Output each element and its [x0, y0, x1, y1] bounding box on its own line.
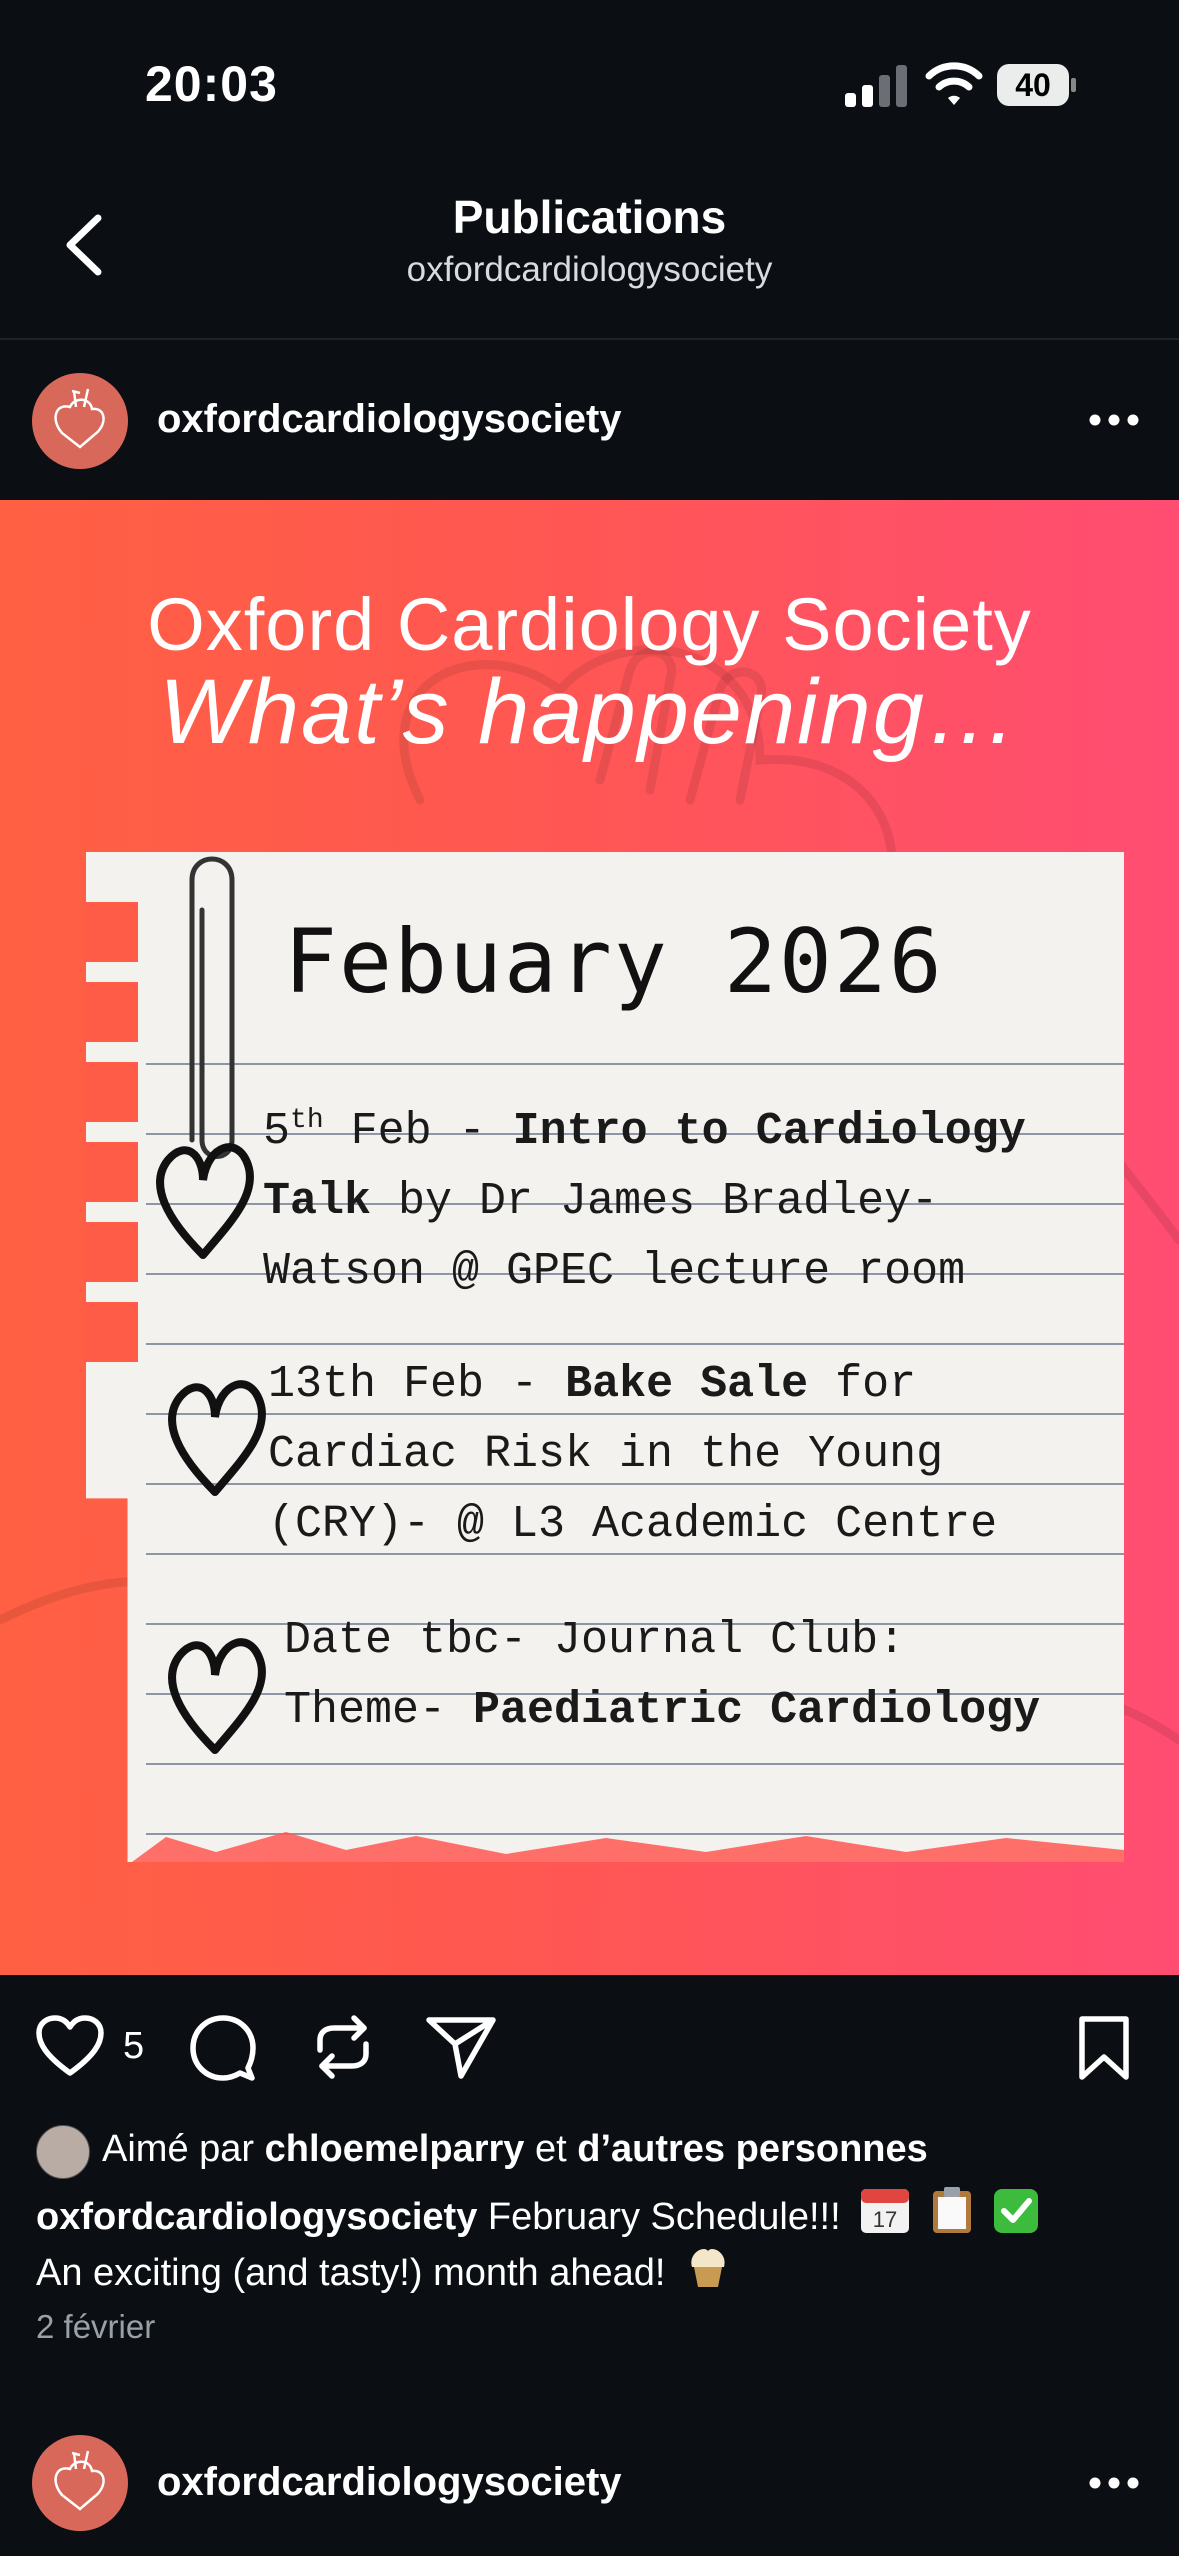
- liked-by-text[interactable]: Aimé par chloemelparry et d’autres personnes: [102, 2128, 928, 2170]
- send-icon[interactable]: [425, 2012, 497, 2082]
- repost-icon[interactable]: [308, 2012, 378, 2082]
- next-post-username[interactable]: oxfordcardiologysociety: [157, 2460, 622, 2504]
- battery-icon: [997, 64, 1077, 108]
- header-divider: [0, 338, 1179, 340]
- liker-avatar[interactable]: [36, 2125, 90, 2179]
- page-subtitle: oxfordcardiologysociety: [406, 250, 773, 289]
- post-image[interactable]: [0, 500, 1179, 1975]
- binder-punch-hole: [86, 902, 138, 962]
- page-title: Publications: [452, 191, 727, 243]
- cupcake-emoji-icon: [684, 2241, 732, 2291]
- avatar[interactable]: [32, 373, 128, 469]
- poster-title: Oxford Cardiology Society: [147, 583, 1032, 666]
- clipboard-emoji-icon: [930, 2185, 974, 2235]
- month-heading: Febuary 2026: [284, 910, 944, 1013]
- binder-punch-hole: [86, 1302, 138, 1362]
- caption-username[interactable]: oxfordcardiologysociety: [36, 2196, 478, 2238]
- heart-icon[interactable]: [35, 2015, 105, 2077]
- heart-bullet-icon: [160, 1362, 270, 1502]
- wifi-icon: [925, 60, 983, 108]
- anatomical-heart-icon: [32, 373, 128, 469]
- event-intro-talk: 5th Feb - Intro to Cardiology Talk by Dr James Bradley- Watson @ GPEC lecture room: [263, 1105, 1026, 1297]
- bookmark-icon[interactable]: [1078, 2015, 1130, 2081]
- binder-punch-hole: [86, 982, 138, 1042]
- poster-subtitle: What’s happening…: [159, 661, 1020, 763]
- post-date: 2 février: [36, 2308, 156, 2345]
- binder-punch-hole: [86, 1062, 138, 1122]
- like-count[interactable]: 5: [123, 2025, 145, 2067]
- calendar-emoji-icon: [859, 2185, 911, 2235]
- binder-punch-hole: [86, 1142, 138, 1202]
- post-caption-line-2: An exciting (and tasty!) month ahead!: [36, 2241, 732, 2295]
- heart-bullet-icon: [148, 1125, 258, 1265]
- avatar[interactable]: [32, 2435, 128, 2531]
- status-time: 20:03: [145, 56, 278, 112]
- comment-icon[interactable]: [188, 2012, 258, 2082]
- post-caption: oxfordcardiologysociety February Schedule!!! 17: [36, 2185, 1040, 2239]
- svg-text:17: 17: [872, 2207, 898, 2232]
- paperclip-icon: [170, 840, 250, 1170]
- check-mark-emoji-icon: [992, 2187, 1040, 2235]
- anatomical-heart-icon: [32, 2435, 128, 2531]
- post-username[interactable]: oxfordcardiologysociety: [157, 397, 622, 441]
- event-journal-club: Date tbc- Journal Club: Theme- Paediatric Cardiology: [284, 1615, 1041, 1736]
- heart-bullet-icon: [160, 1620, 270, 1760]
- event-bake-sale: 13th Feb - Bake Sale for Cardiac Risk in the Young (CRY)- @ L3 Academic Centre: [268, 1359, 998, 1550]
- battery-level: 40: [997, 64, 1069, 106]
- signal-icon: [845, 65, 907, 107]
- binder-punch-hole: [86, 1222, 138, 1282]
- more-dots-icon[interactable]: [1088, 413, 1140, 427]
- more-dots-icon[interactable]: [1088, 2476, 1140, 2490]
